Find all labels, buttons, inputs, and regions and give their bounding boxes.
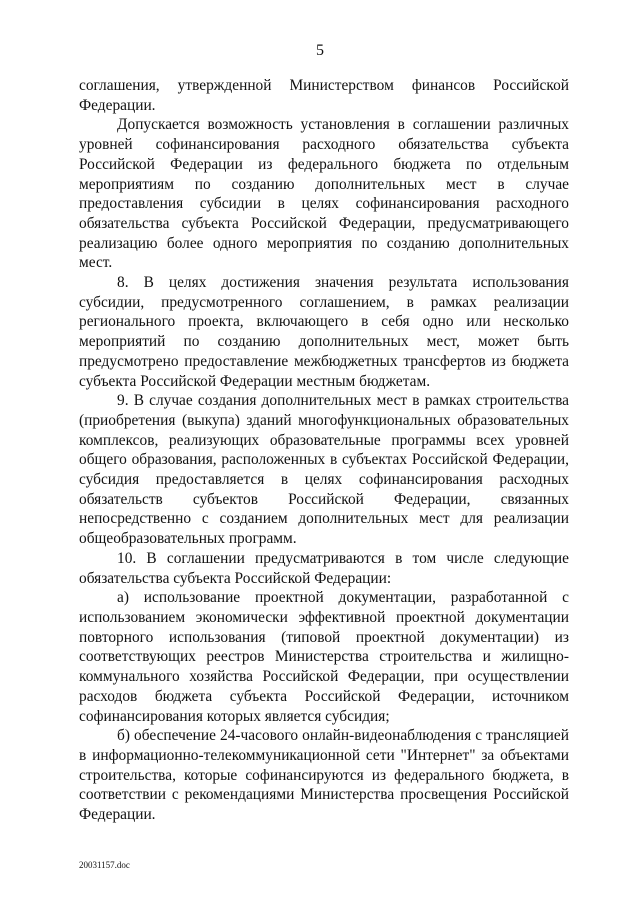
- paragraph-item-10: 10. В соглашении предусматриваются в том числе следующие обязательства субъекта Российской Федерации:: [79, 549, 569, 587]
- footer-file-code: 20031157.doc: [79, 860, 130, 870]
- paragraph-item-8: 8. В целях достижения значения результата использования субсидии, предусмотренного соглашением, в рамках реализации регионального проекта, включающего в себя одно или несколько мероприятий по созданию дополнительных мест, может быть предусмотрено предоставление межбюджетных трансфертов из бюджета субъекта Российской Федерации местным бюджетам.: [79, 274, 569, 390]
- page-number: 5: [316, 42, 324, 59]
- document-body: [79, 76, 569, 825]
- paragraph-subitem-a: а) использование проектной документации, разработанной с использованием экономически эффективной проектной документации повторного использования (типовой проектной документации) из соответствующих реестров Министерства строительства и жилищно-коммунального хозяйства Российской Федерации, при осуществлении расходов бюджета субъекта Российской Федерации, источником софинансирования которых является субсидия;: [79, 589, 569, 725]
- paragraph-continuation: соглашения, утвержденной Министерством финансов Российской Федерации.: [79, 77, 569, 114]
- paragraph-subitem-b: б) обеспечение 24-часового онлайн-видеонаблюдения с трансляцией в информационно-телекоммуникационной сети "Интернет" за объектами строительства, которые софинансируются из федерального бюджета, в соответствии с рекомендациями Министерства просвещения Российской Федерации.: [79, 727, 569, 824]
- paragraph-item-9: 9. В случае создания дополнительных мест в рамках строительства (приобретения (выкупа) зданий многофункциональных образовательных комплексов, реализующих образовательные программы всех уровней общего образования, расположенных в субъектах Российской Федерации, субсидия предоставляется в целях софинансирования расходных обязательств субъектов Российской Федерации, связанных непосредственно с созданием дополнительных мест для реализации общеобразовательных программ.: [79, 392, 569, 548]
- paragraph-cofinancing-levels: Допускается возможность установления в соглашении различных уровней софинансирования расходного обязательства субъекта Российской Федерации из федерального бюджета по отдельным мероприятиям по созданию дополнительных мест в случае предоставления субсидии в целях софинансирования расходного обязательства субъекта Российской Федерации, предусматривающего реализацию более одного мероприятия по созданию дополнительных мест.: [79, 116, 569, 272]
